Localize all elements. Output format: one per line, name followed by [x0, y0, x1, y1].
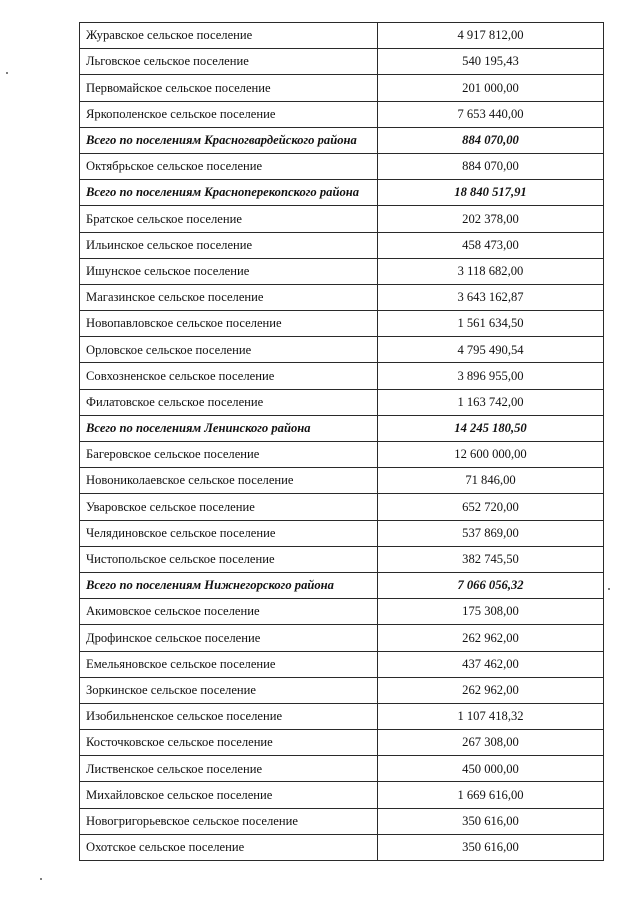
scan-speck	[6, 72, 8, 74]
settlement-row	[80, 782, 604, 808]
settlement-row	[80, 756, 604, 782]
settlement-name: Дрофинское сельское поселение	[80, 625, 378, 651]
settlement-name: Багеровское сельское поселение	[80, 442, 378, 468]
settlement-amount: 3 118 682,00	[378, 258, 604, 284]
settlement-name: Первомайское сельское поселение	[80, 75, 378, 101]
settlement-amount: 1 669 616,00	[378, 782, 604, 808]
settlement-name: Новопавловское сельское поселение	[80, 311, 378, 337]
district-total-row	[80, 572, 604, 598]
settlement-row	[80, 468, 604, 494]
settlement-name: Ильинское сельское поселение	[80, 232, 378, 258]
district-total-amount: 7 066 056,32	[378, 572, 604, 598]
settlement-budget-table	[79, 22, 604, 861]
district-total-label: Всего по поселениям Нижнегорского района	[80, 572, 378, 598]
settlement-row	[80, 520, 604, 546]
settlement-amount: 1 107 418,32	[378, 703, 604, 729]
district-total-row	[80, 127, 604, 153]
district-total-label: Всего по поселениям Красноперекопского района	[80, 180, 378, 206]
table-body	[80, 23, 604, 861]
settlement-row	[80, 546, 604, 572]
district-total-label: Всего по поселениям Красногвардейского района	[80, 127, 378, 153]
settlement-name: Емельяновское сельское поселение	[80, 651, 378, 677]
settlement-amount: 4 795 490,54	[378, 337, 604, 363]
settlement-amount: 540 195,43	[378, 49, 604, 75]
settlement-amount: 4 917 812,00	[378, 23, 604, 49]
settlement-amount: 450 000,00	[378, 756, 604, 782]
settlement-name: Новониколаевское сельское поселение	[80, 468, 378, 494]
settlement-row	[80, 206, 604, 232]
settlement-amount: 267 308,00	[378, 730, 604, 756]
settlement-name: Уваровское сельское поселение	[80, 494, 378, 520]
settlement-name: Яркополенское сельское поселение	[80, 101, 378, 127]
settlement-name: Акимовское сельское поселение	[80, 599, 378, 625]
settlement-amount: 12 600 000,00	[378, 442, 604, 468]
settlement-amount: 382 745,50	[378, 546, 604, 572]
settlement-name: Орловское сельское поселение	[80, 337, 378, 363]
settlement-amount: 71 846,00	[378, 468, 604, 494]
settlement-name: Изобильненское сельское поселение	[80, 703, 378, 729]
district-total-amount: 884 070,00	[378, 127, 604, 153]
district-total-row	[80, 415, 604, 441]
settlement-amount: 884 070,00	[378, 153, 604, 179]
settlement-row	[80, 232, 604, 258]
settlement-name: Косточковское сельское поселение	[80, 730, 378, 756]
district-total-amount: 14 245 180,50	[378, 415, 604, 441]
settlement-name: Лиственское сельское поселение	[80, 756, 378, 782]
settlement-name: Чистопольское сельское поселение	[80, 546, 378, 572]
district-total-label: Всего по поселениям Ленинского района	[80, 415, 378, 441]
settlement-name: Челядиновское сельское поселение	[80, 520, 378, 546]
settlement-row	[80, 808, 604, 834]
settlement-name: Братское сельское поселение	[80, 206, 378, 232]
settlement-row	[80, 651, 604, 677]
settlement-row	[80, 363, 604, 389]
settlement-row	[80, 442, 604, 468]
settlement-amount: 202 378,00	[378, 206, 604, 232]
settlement-name: Журавское сельское поселение	[80, 23, 378, 49]
settlement-row	[80, 389, 604, 415]
settlement-name: Зоркинское сельское поселение	[80, 677, 378, 703]
settlement-amount: 350 616,00	[378, 808, 604, 834]
settlement-row	[80, 101, 604, 127]
settlement-amount: 262 962,00	[378, 625, 604, 651]
settlement-row	[80, 153, 604, 179]
settlement-row	[80, 834, 604, 860]
settlement-row	[80, 625, 604, 651]
settlement-amount: 458 473,00	[378, 232, 604, 258]
settlement-name: Совхозненское сельское поселение	[80, 363, 378, 389]
settlement-name: Новогригорьевское сельское поселение	[80, 808, 378, 834]
settlement-row	[80, 677, 604, 703]
settlement-row	[80, 258, 604, 284]
settlement-amount: 262 962,00	[378, 677, 604, 703]
settlement-amount: 1 561 634,50	[378, 311, 604, 337]
settlement-row	[80, 494, 604, 520]
settlement-name: Михайловское сельское поселение	[80, 782, 378, 808]
settlement-row	[80, 599, 604, 625]
settlement-row	[80, 75, 604, 101]
district-total-amount: 18 840 517,91	[378, 180, 604, 206]
settlement-row	[80, 311, 604, 337]
settlement-amount: 175 308,00	[378, 599, 604, 625]
settlement-amount: 7 653 440,00	[378, 101, 604, 127]
scan-speck	[608, 588, 610, 590]
settlement-row	[80, 284, 604, 310]
settlement-amount: 652 720,00	[378, 494, 604, 520]
settlement-row	[80, 49, 604, 75]
settlement-name: Ишунское сельское поселение	[80, 258, 378, 284]
settlement-name: Льговское сельское поселение	[80, 49, 378, 75]
district-total-row	[80, 180, 604, 206]
settlement-amount: 3 643 162,87	[378, 284, 604, 310]
scan-speck	[40, 878, 42, 880]
settlement-name: Октябрьское сельское поселение	[80, 153, 378, 179]
settlement-amount: 350 616,00	[378, 834, 604, 860]
settlement-row	[80, 337, 604, 363]
settlement-row	[80, 703, 604, 729]
settlement-name: Филатовское сельское поселение	[80, 389, 378, 415]
settlement-amount: 437 462,00	[378, 651, 604, 677]
settlement-name: Охотское сельское поселение	[80, 834, 378, 860]
settlement-row	[80, 23, 604, 49]
settlement-amount: 537 869,00	[378, 520, 604, 546]
settlement-amount: 201 000,00	[378, 75, 604, 101]
settlement-name: Магазинское сельское поселение	[80, 284, 378, 310]
settlement-amount: 1 163 742,00	[378, 389, 604, 415]
settlement-row	[80, 730, 604, 756]
settlement-amount: 3 896 955,00	[378, 363, 604, 389]
